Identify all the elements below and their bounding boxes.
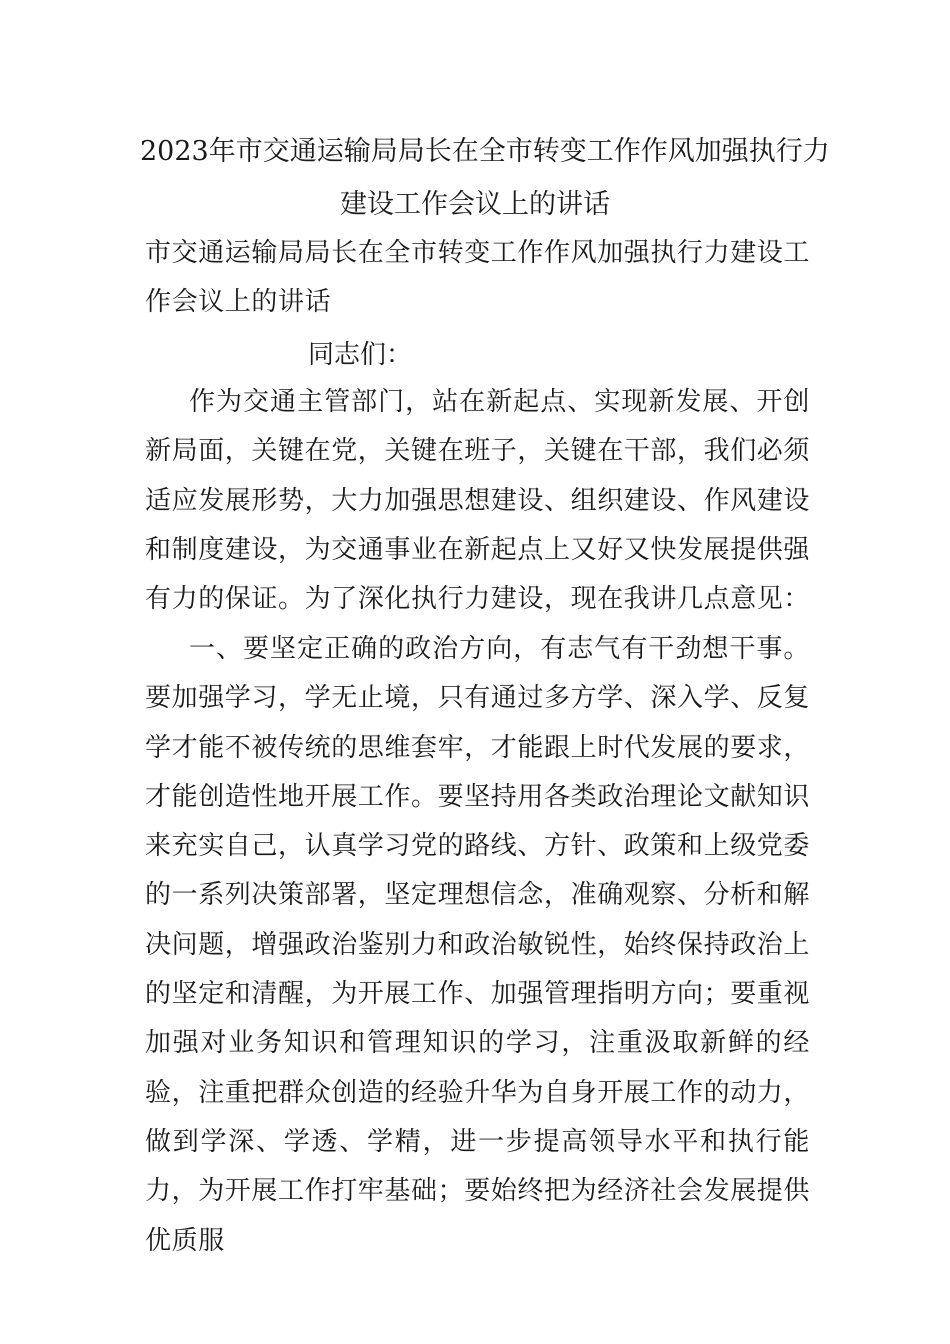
document-subtitle: 市交通运输局局长在全市转变工作作风加强执行力建设工作会议上的讲话 [145, 238, 811, 318]
document-title-line-2: 建设工作会议上的讲话 [340, 189, 610, 220]
paragraph-1: 作为交通主管部门，站在新起点、实现新发展、开创新局面，关键在党，关键在班子，关键在干部，我们必须适应发展形势，大力加强思想建设、组织建设、作风建设和制度建设，为交通事业在新起点上又好又快发展提供强有力的保证。为了深化执行力建设，现在我讲几点意见： [145, 387, 811, 615]
document-title-line-1: 2023年市交通运输局局长在全市转变工作作风加强执行力 [140, 136, 830, 167]
greeting: 同志们： [308, 340, 413, 370]
paragraph-2: 一、要坚定正确的政治方向，有志气有干劲想干事。要加强学习，学无止境，只有通过多方学、深入学、反复学才能不被传统的思维套牢，才能跟上时代发展的要求，才能创造性地开展工作。要坚持用各类政治理论文献知识来充实自己，认真学习党的路线、方针、政策和上级党委的一系列决策部署，坚定理想信念，准确观察、分析和解决问题，增强政治鉴别力和政治敏锐性，始终保持政治上的坚定和清醒，为开展工作、加强管理指明方向；要重视加强对业务知识和管理知识的学习，注重汲取新鲜的经验，注重把群众创造的经验升华为自身开展工作的动力，做到学深、学透、学精，进一步提高领导水平和执行能力，为开展工作打牢基础；要始终把为经济社会发展提供优质服 [145, 634, 811, 1256]
